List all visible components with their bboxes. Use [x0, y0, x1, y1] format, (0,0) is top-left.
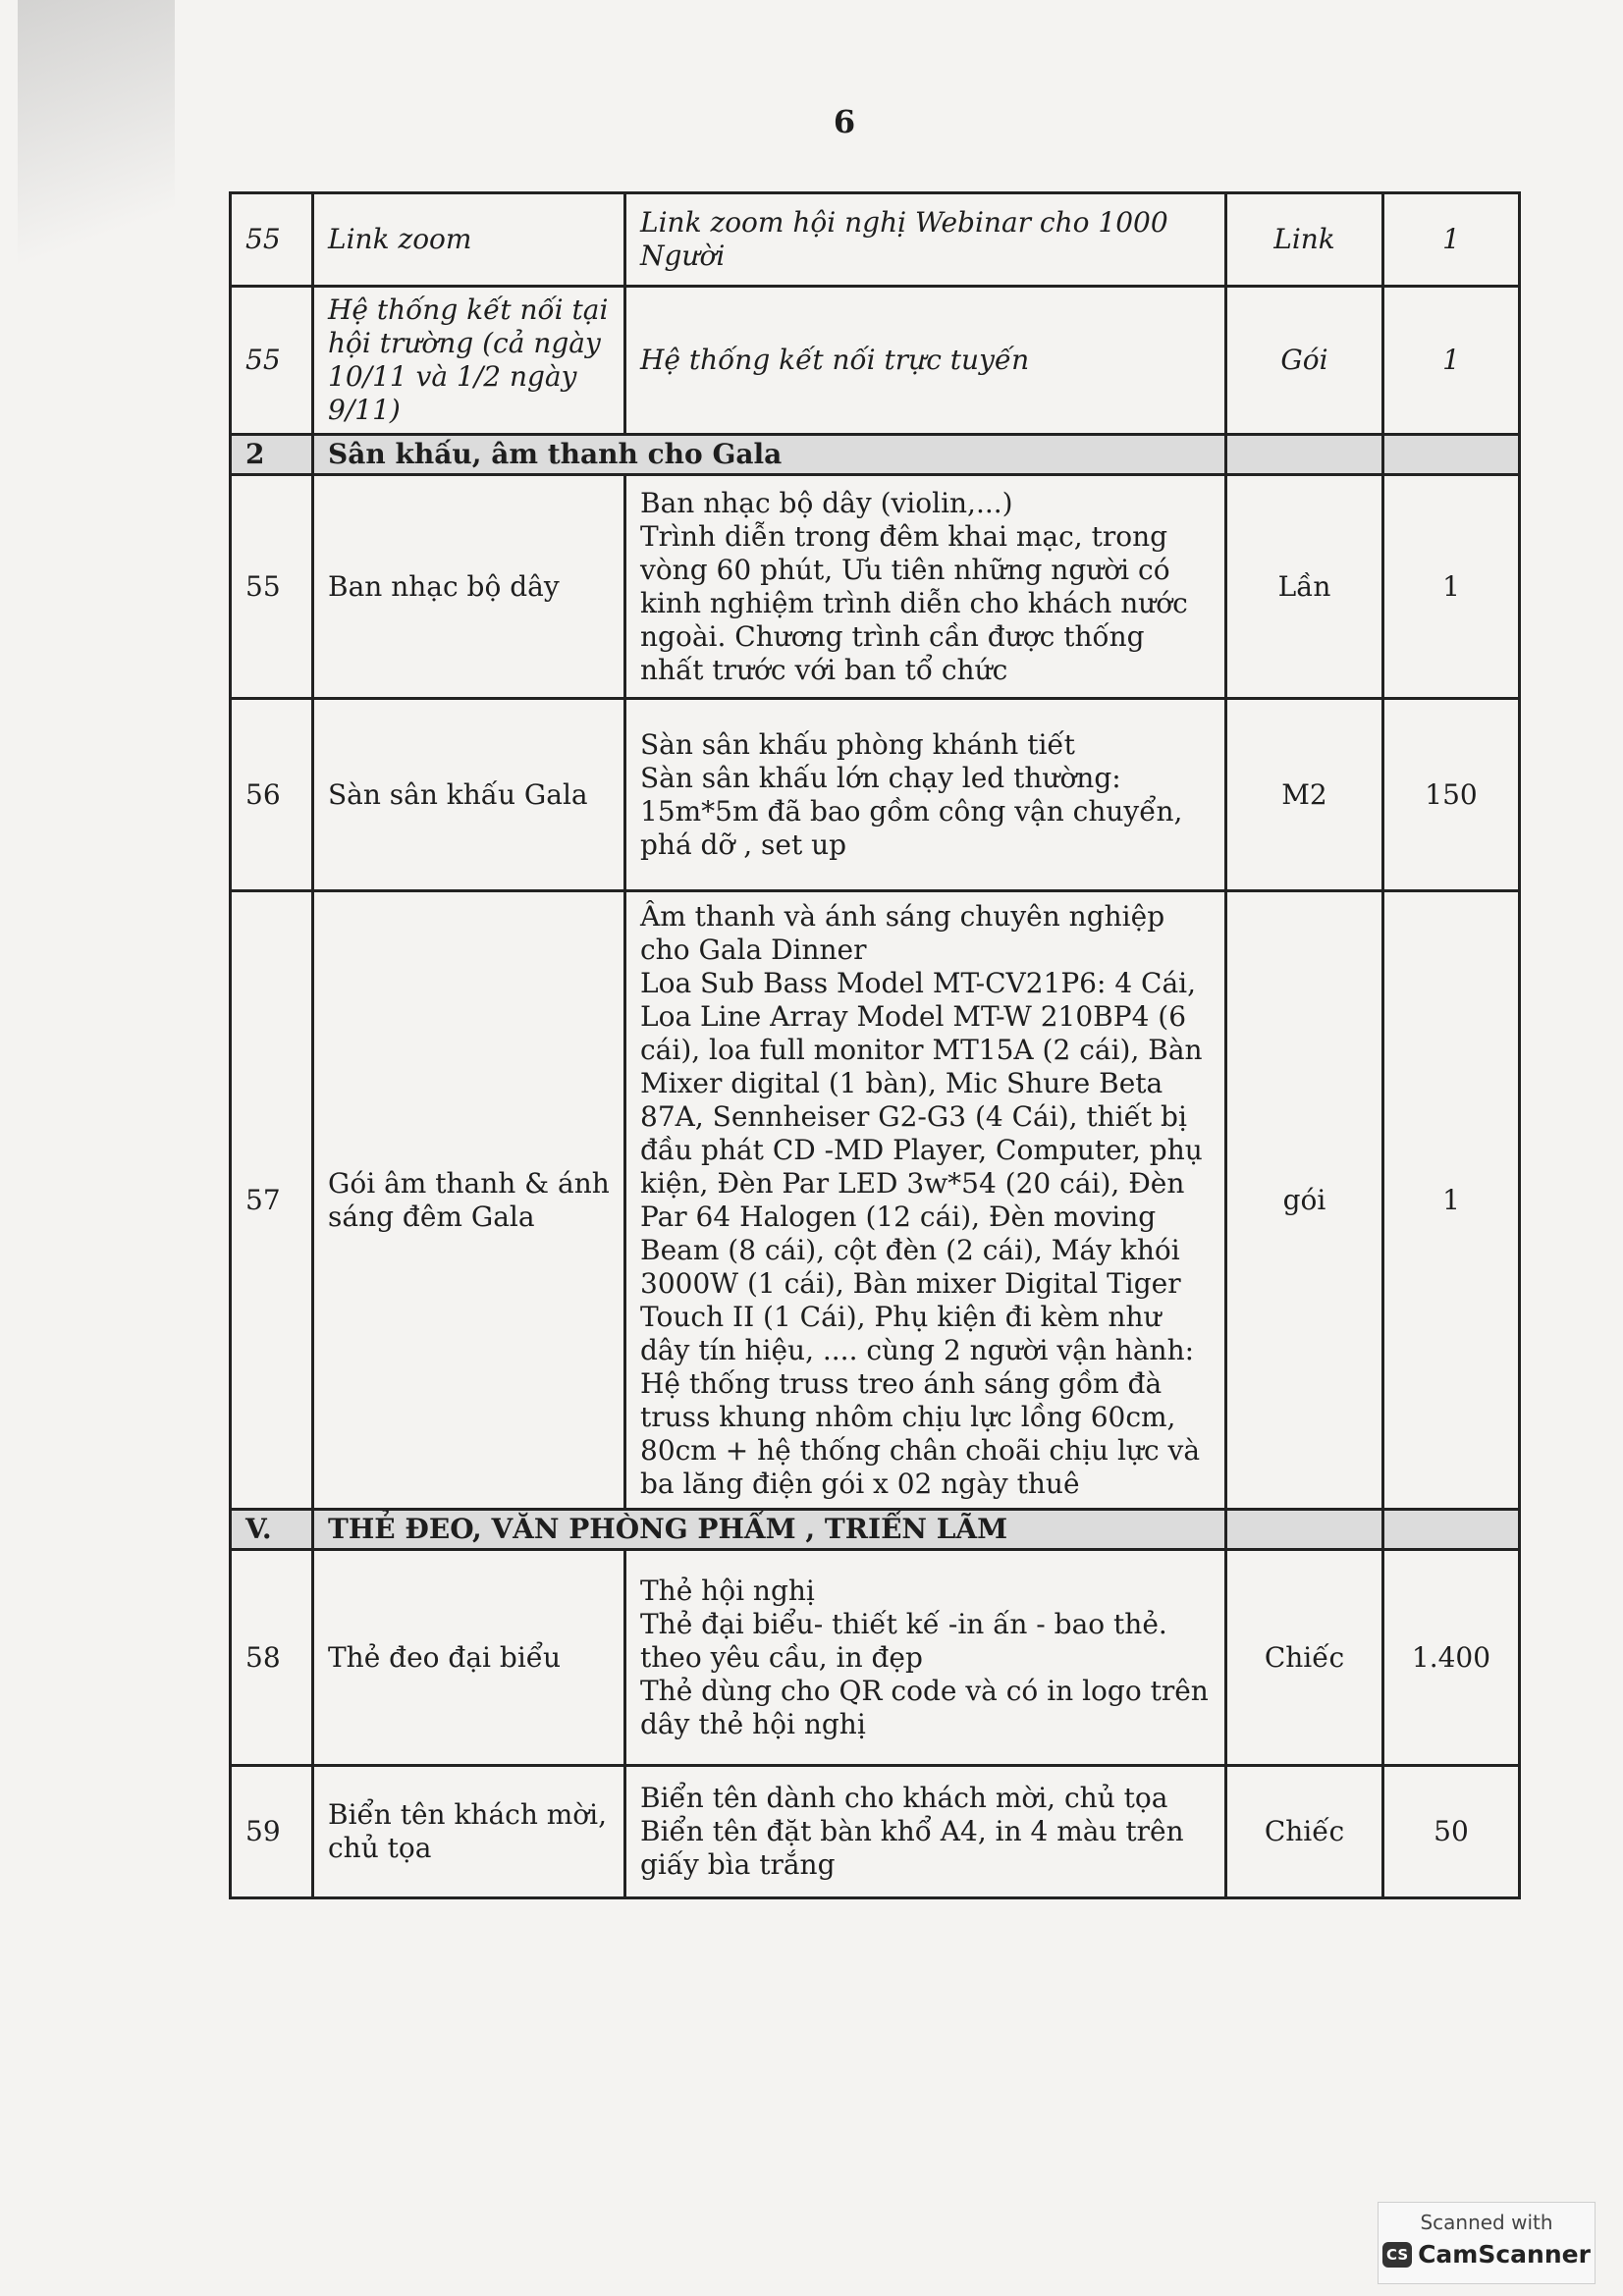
description-line: Thẻ đại biểu- thiết kế -in ấn - bao thẻ. theo yêu cầu, in đẹp — [640, 1607, 1167, 1674]
section-empty-unit — [1226, 435, 1383, 475]
equipment-table — [229, 191, 1521, 1899]
table-row — [231, 699, 1520, 891]
item-description — [625, 1766, 1226, 1898]
description-line: Biển tên đặt bàn khổ A4, in 4 màu trên giấy bìa trắng — [640, 1815, 1184, 1881]
item-quantity: 1 — [1383, 475, 1520, 699]
camscanner-watermark — [1378, 2202, 1596, 2284]
item-description — [625, 287, 1226, 435]
item-quantity: 1.400 — [1383, 1550, 1520, 1766]
table-row — [231, 287, 1520, 435]
item-unit: M2 — [1226, 699, 1383, 891]
item-quantity: 150 — [1383, 699, 1520, 891]
item-unit: Chiếc — [1226, 1766, 1383, 1898]
item-name: Ban nhạc bộ dây — [313, 475, 625, 699]
camscanner-logo-icon: CS — [1382, 2242, 1412, 2268]
item-number: 55 — [231, 475, 313, 699]
item-number: 58 — [231, 1550, 313, 1766]
description-line: Loa Sub Bass Model MT-CV21P6: 4 Cái, Loa Line Array Model MT-W 210BP4 (6 cái), loa full monitor MT15A (2 cái), Bàn Mixer digital (1 bàn), Mic Shure Beta 87A, Sennheiser G2-G3 (4 Cái), thiết bị đầu phát CD -MD Player, Computer, phụ kiện, Đèn Par LED 3w*54 (20 cái), Đèn Par 64 Halogen (12 cái), Đèn moving Beam (8 cái), cột đèn (2 cái), Máy khói 3000W (1 cái), Bàn mixer Digital Tiger Touch II (1 Cái), Phụ kiện đi kèm như dây tín hiệu, .... cùng 2 người vận hành: — [640, 966, 1203, 1366]
description-line: Thẻ hội nghị — [640, 1574, 815, 1607]
description-line: Biển tên dành cho khách mời, chủ tọa — [640, 1782, 1168, 1814]
table-row — [231, 1550, 1520, 1766]
item-description — [625, 193, 1226, 287]
item-unit: Gói — [1226, 287, 1383, 435]
item-description — [625, 1550, 1226, 1766]
page-edge-shadow — [18, 0, 175, 324]
section-title: THẺ ĐEO, VĂN PHÒNG PHẨM , TRIỂN LÃM — [313, 1510, 1226, 1550]
section-title: Sân khấu, âm thanh cho Gala — [313, 435, 1226, 475]
section-row — [231, 1510, 1520, 1550]
item-quantity: 1 — [1383, 891, 1520, 1510]
description-line: Hệ thống kết nối trực tuyến — [640, 344, 1030, 376]
item-number: 59 — [231, 1766, 313, 1898]
item-number: 55 — [231, 193, 313, 287]
item-description — [625, 699, 1226, 891]
item-description — [625, 475, 1226, 699]
table-row — [231, 475, 1520, 699]
item-name: Sàn sân khấu Gala — [313, 699, 625, 891]
camscanner-brand: CamScanner — [1418, 2240, 1591, 2269]
scanned-with-label: Scanned with — [1420, 2211, 1553, 2234]
item-number: 57 — [231, 891, 313, 1510]
item-name: Gói âm thanh & ánh sáng đêm Gala — [313, 891, 625, 1510]
section-empty-unit — [1226, 1510, 1383, 1550]
item-description — [625, 891, 1226, 1510]
table-row — [231, 891, 1520, 1510]
item-quantity: 1 — [1383, 287, 1520, 435]
item-unit: gói — [1226, 891, 1383, 1510]
page-number: 6 — [833, 103, 856, 140]
section-row — [231, 435, 1520, 475]
description-line: Hệ thống truss treo ánh sáng gồm đà truss khung nhôm chịu lực lồng 60cm, 80cm + hệ thống chân choãi chịu lực và ba lăng điện gói x 02 ngày thuê — [640, 1366, 1201, 1500]
section-empty-qty — [1383, 435, 1520, 475]
section-number: V. — [231, 1510, 313, 1550]
section-number: 2 — [231, 435, 313, 475]
description-line: Trình diễn trong đêm khai mạc, trong vòng 60 phút, Ưu tiên những người có kinh nghiệm trình diễn cho khách nước ngoài. Chương trình cần được thống nhất trước với ban tổ chức — [640, 519, 1188, 686]
section-empty-qty — [1383, 1510, 1520, 1550]
description-line: Sàn sân khấu lớn chạy led thường: 15m*5m đã bao gồm công vận chuyển, phá dỡ , set up — [640, 761, 1183, 861]
item-name: Hệ thống kết nối tại hội trường (cả ngày 10/11 và 1/2 ngày 9/11) — [313, 287, 625, 435]
item-name: Biển tên khách mời, chủ tọa — [313, 1766, 625, 1898]
item-name: Link zoom — [313, 193, 625, 287]
table-row — [231, 1766, 1520, 1898]
description-line: Âm thanh và ánh sáng chuyên nghiệp cho Gala Dinner — [640, 899, 1165, 966]
description-line: Link zoom hội nghị Webinar cho 1000 Người — [640, 206, 1168, 272]
description-line: Ban nhạc bộ dây (violin,...) — [640, 486, 1013, 519]
item-unit: Chiếc — [1226, 1550, 1383, 1766]
table-row — [231, 193, 1520, 287]
item-unit: Lần — [1226, 475, 1383, 699]
item-number: 56 — [231, 699, 313, 891]
description-line: Sàn sân khấu phòng khánh tiết — [640, 727, 1075, 761]
item-unit: Link — [1226, 193, 1383, 287]
item-quantity: 50 — [1383, 1766, 1520, 1898]
item-name: Thẻ đeo đại biểu — [313, 1550, 625, 1766]
description-line: Thẻ dùng cho QR code và có in logo trên dây thẻ hội nghị — [640, 1674, 1209, 1740]
item-number: 55 — [231, 287, 313, 435]
item-quantity: 1 — [1383, 193, 1520, 287]
